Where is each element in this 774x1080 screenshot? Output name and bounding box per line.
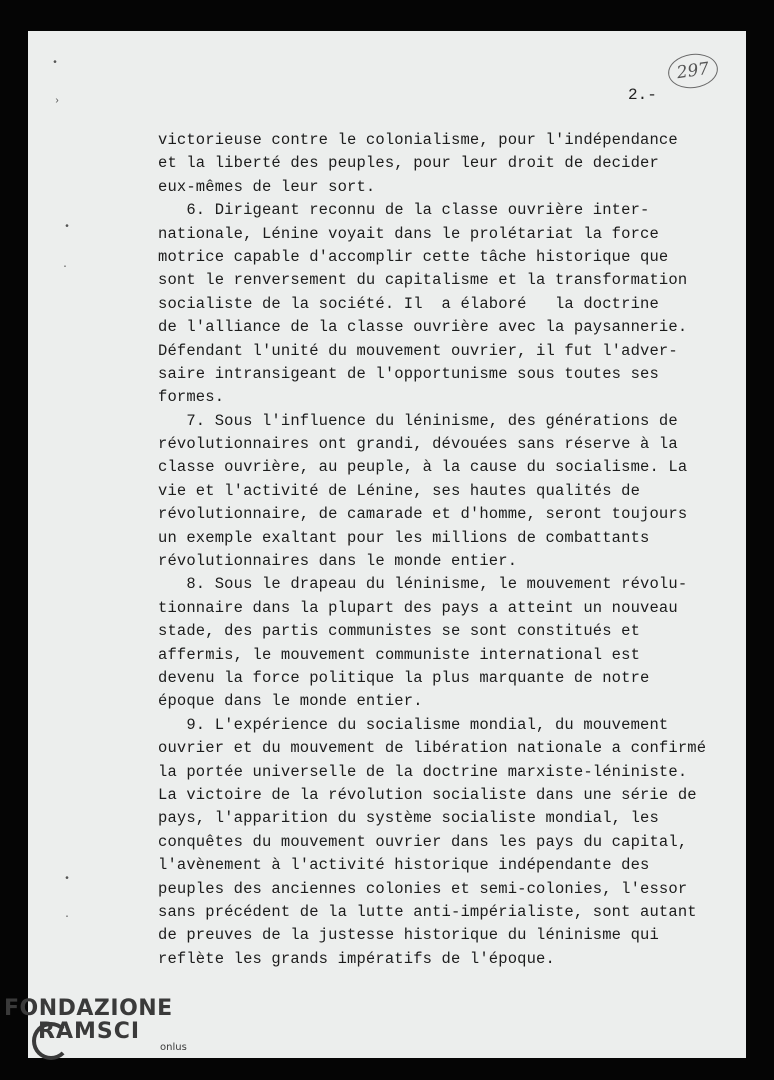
fondazione-gramsci-watermark: [4, 996, 187, 1053]
text-line: affermis, le mouvement communiste international est: [158, 645, 641, 664]
text-line: l'avènement à l'activité historique indépendante des: [158, 856, 650, 875]
text-line: conquêtes du mouvement ouvrier dans les pays du capital,: [158, 832, 688, 851]
handwritten-page-number: 297: [666, 51, 720, 92]
scan-speck: •: [64, 222, 71, 233]
text-line: sont le renversement du capitalisme et la transformation: [158, 271, 688, 290]
text-line: révolutionnaires dans le monde entier.: [158, 552, 518, 571]
text-line: révolutionnaire, de camarade et d'homme, seront toujours: [158, 505, 688, 524]
text-line: ouvrier et du mouvement de libération nationale a confirmé: [158, 739, 707, 758]
text-line: pays, l'apparition du système socialiste mondial, les: [158, 809, 659, 828]
text-line: la portée universelle de la doctrine marxiste-léniniste.: [158, 762, 688, 781]
watermark-line-3: onlus: [160, 1042, 187, 1053]
text-line: révolutionnaires ont grandi, dévouées sans réserve à la: [158, 435, 678, 454]
text-line: un exemple exaltant pour les millions de combattants: [158, 528, 650, 547]
watermark-line-2: RAMSCI: [38, 1019, 141, 1044]
scan-speck: •: [52, 58, 59, 69]
text-line: 9. L'expérience du socialisme mondial, du mouvement: [158, 715, 669, 734]
text-line: eux-mêmes de leur sort.: [158, 177, 376, 196]
text-line: 7. Sous l'influence du léninisme, des générations de: [158, 411, 678, 430]
text-line: tionnaire dans la plupart des pays a atteint un nouveau: [158, 598, 678, 617]
text-line: classe ouvrière, au peuple, à la cause du socialisme. La: [158, 458, 688, 477]
scan-speck: ·: [62, 262, 69, 273]
text-line: Défendant l'unité du mouvement ouvrier, il fut l'adver-: [158, 341, 678, 360]
text-line: socialiste de la société. Il a élaboré la doctrine: [158, 294, 659, 313]
text-line: reflète les grands impératifs de l'époque.: [158, 949, 555, 968]
body-text: [158, 129, 707, 971]
text-line: motrice capable d'accomplir cette tâche historique que: [158, 247, 669, 266]
text-line: devenu la force politique la plus marquante de notre: [158, 668, 650, 687]
text-line: de l'alliance de la classe ouvrière avec la paysannerie.: [158, 318, 688, 337]
text-line: formes.: [158, 388, 225, 407]
text-line: victorieuse contre le colonialisme, pour l'indépendance: [158, 131, 678, 149]
text-line: stade, des partis communistes se sont constitués et: [158, 622, 641, 641]
text-line: sans précédent de la lutte anti-impérialiste, sont autant: [158, 902, 697, 921]
page-number: 2.-: [628, 86, 657, 104]
logo-ring-icon: [32, 1022, 70, 1060]
scan-speck: ›: [54, 96, 61, 107]
text-line: 6. Dirigeant reconnu de la classe ouvrière inter-: [158, 201, 650, 220]
text-line: 8. Sous le drapeau du léninisme, le mouvement révolu-: [158, 575, 688, 594]
text-line: vie et l'activité de Lénine, ses hautes qualités de: [158, 481, 641, 500]
scan-speck: •: [64, 874, 71, 885]
text-line: de preuves de la justesse historique du léninisme qui: [158, 926, 659, 945]
text-line: nationale, Lénine voyait dans le prolétariat la force: [158, 224, 659, 243]
text-line: saire intransigeant de l'opportunisme sous toutes ses: [158, 364, 659, 383]
text-line: La victoire de la révolution socialiste dans une série de: [158, 785, 697, 804]
text-line: époque dans le monde entier.: [158, 692, 423, 711]
watermark-line-1: FONDAZIONE: [4, 996, 173, 1021]
scan-speck: ·: [64, 912, 71, 923]
text-line: peuples des anciennes colonies et semi-colonies, l'essor: [158, 879, 688, 898]
text-line: et la liberté des peuples, pour leur droit de decider: [158, 154, 659, 173]
